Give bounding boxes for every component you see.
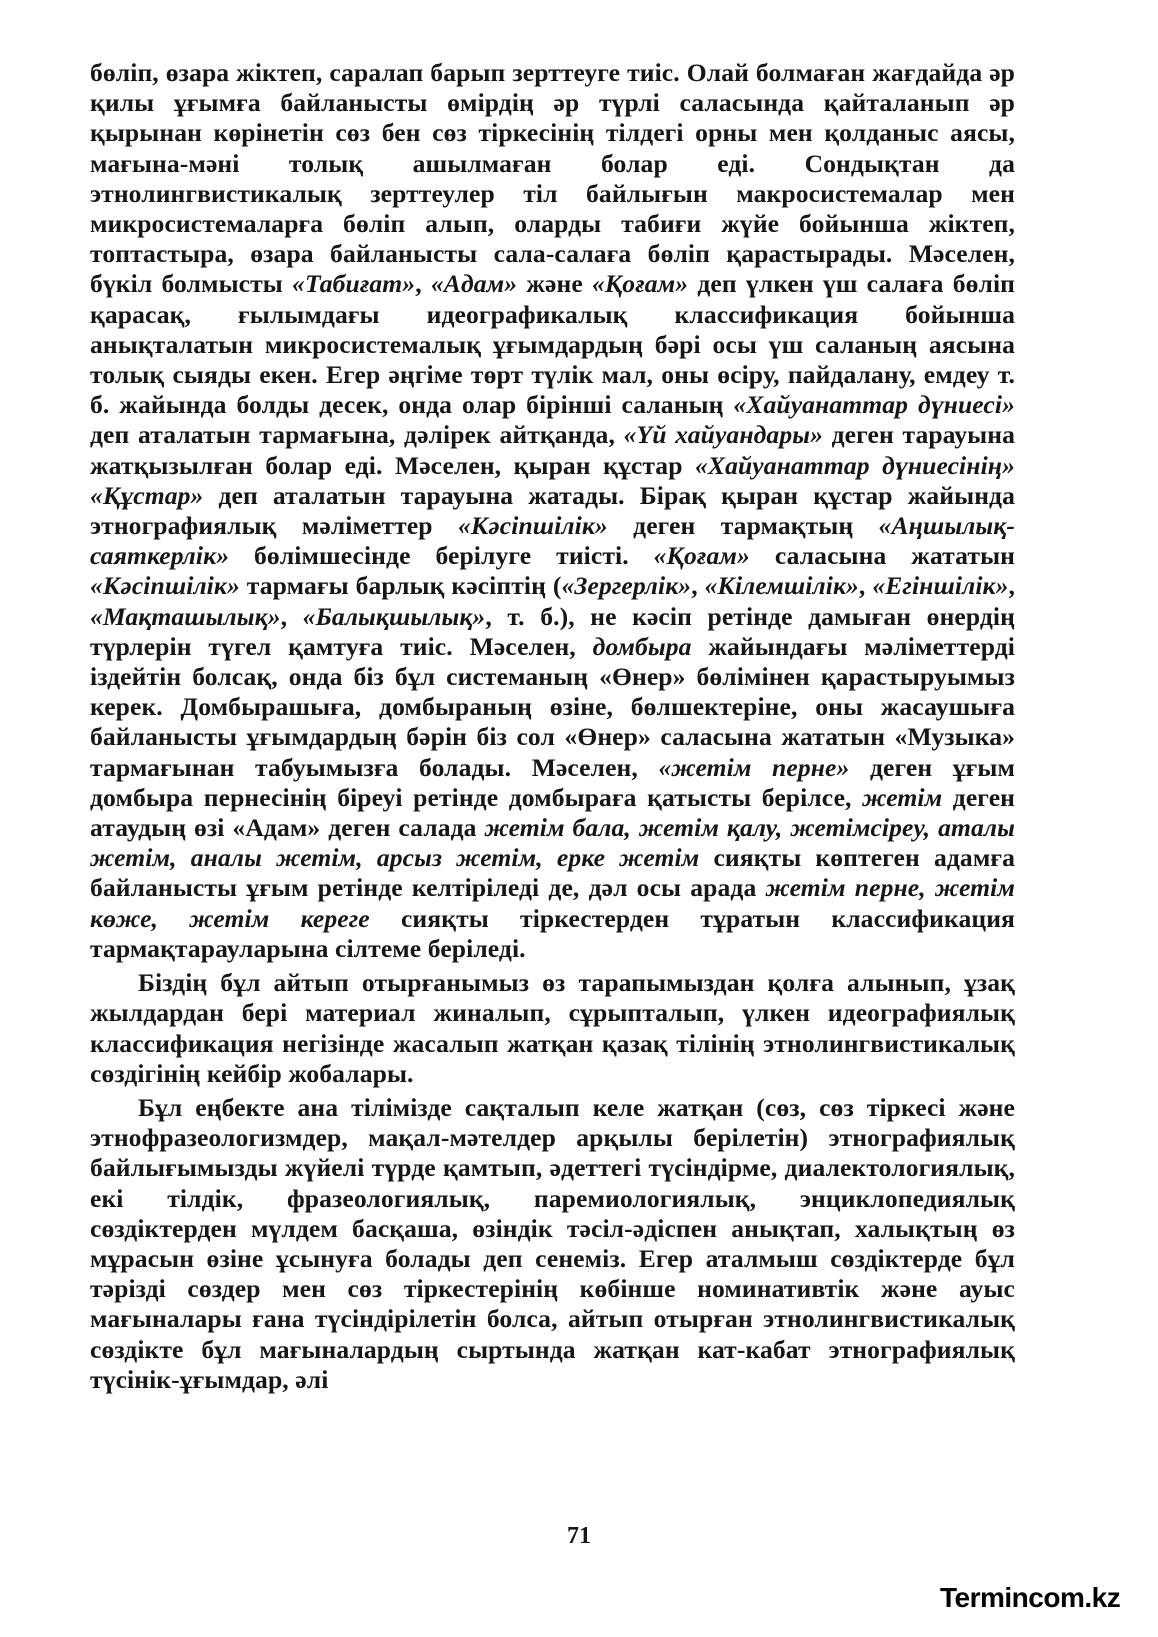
text-run: саласына жататын xyxy=(749,541,1015,571)
text-run: деп үлкен үш салаға бөліп қарасақ, ғылымдағы идеографикалық классификация бойынша анықталатын микросистемалық ұғымдардың бәрі осы үш саланың аясына толық сыяды екен. Егер әңгіме төрт түлік мал, оны өсіру, пайдалану, емдеу т. б. жайында болды десек, онда олар бірінші саланың xyxy=(90,269,1016,420)
text-run: сияқты тіркестерден тұратын классификация тармақтарауларына сілтеме беріледі. xyxy=(90,903,1015,963)
text-run: жайындағы мәліметтерді іздейтін болсақ, онда біз бұл системаның «Өнер» бөлімінен қарастыруымыз керек. Домбырашыға, домбыраның өзіне, бөлшектеріне, оны жасаушыға байланысты ұғымдардың бәрін біз сол «Өнер» саласына жататын «Музыка» тармағынан табуымызға болады. Мәселен, xyxy=(90,631,1015,782)
page-body xyxy=(90,58,1015,1395)
text-run: деп аталатын тарауына жатады. Бірақ қыран құстар жайында этнографиялық мәліметтер xyxy=(90,480,1015,541)
text-run: деген атаудың өзі «Адам» деген салада xyxy=(90,782,1015,843)
italic-term: жетім xyxy=(862,782,943,812)
text-run: , xyxy=(415,269,431,299)
text-run: , xyxy=(858,571,873,601)
italic-term: «Аңшылық-саяткерлік» xyxy=(90,511,1015,571)
italic-term: «Егіншілік» xyxy=(872,571,1009,601)
text-run: , xyxy=(280,601,303,631)
text-run: Біздің бұл айтып отырғанымыз өз тарапымыздан қолға алынып, ұзақ жылдардан бері материал жиналып, сұрыпталып, үлкен идеографиялық классификация негізінде жасалып жатқан қазақ тілінің этнолингвистикалық сөздігінің кейбір жобалары. xyxy=(90,968,1015,1088)
italic-term: жетім бала, жетім қалу, жетімсіреу, аталы жетім, аналы жетім, арсыз жетім, ерке жетім xyxy=(90,813,1016,873)
italic-term: «Қоғам» xyxy=(591,269,689,299)
text-run: тармағы барлық кәсіптің ( xyxy=(239,571,562,601)
italic-term: «Кәсіпшілік» xyxy=(90,571,240,601)
text-run: , т. б.), не кәсіп ретінде дамыған өнердің түрлерін түгел қамтуға тиіс. Мәселен, xyxy=(90,601,1015,661)
italic-term: «Құстар» xyxy=(90,480,204,510)
text-run: Бұл еңбекте ана тілімізде сақталып келе жатқан (сөз, сөз тіркесі және этнофразеологизмдер, мақал-мәтелдер арқылы берілетін) этнографиялық байлығымызды жүйелі түрде қамтып, әдеттегі түсіндірме, диалектологиялық, екі тілдік, фразеологиялық, паремиологиялық, энциклопедиялық сөздіктерден мүлдем басқаша, өзіндік тәсіл-әдіспен анықтап, халықтың өз мұрасын өзіне ұсынуға болады деп сенеміз. Егер аталмыш сөздіктерде бұл тәрізді сөздер мен сөз тіркестерінің көбінше номинативтік және ауыс мағыналары ғана түсіндірілетін болса, айтып отырған этнолингвистикалық сөздікте бұл мағыналардың сыртында жатқан кат-кабат этнографиялық түсінік-ұғымдар, әлі xyxy=(90,1092,1015,1394)
italic-term: «Зергерлік» xyxy=(561,571,692,601)
text-run: деген тарауына жатқызылған болар еді. Мәселен, қыран құстар xyxy=(90,420,1015,480)
watermark-logo xyxy=(940,1582,1140,1622)
text-run: деп аталатын тармағына, дәлірек айтқанда, xyxy=(90,420,624,450)
italic-term: «Хайуанаттар дүниесі» xyxy=(733,390,1015,420)
italic-term: «Хайуанаттар дүниесінің» xyxy=(695,450,1015,480)
text-run: деген тармақтың xyxy=(607,511,879,541)
italic-term: «Мақташылық» xyxy=(90,601,281,631)
text-run: деген ұғым домбыра пернесінің біреуі ретінде домбыраға қатысты берілсе, xyxy=(90,752,1015,812)
italic-term: «жетім перне» xyxy=(658,752,850,782)
text-run: , xyxy=(1008,571,1016,601)
paragraph-3 xyxy=(90,1093,1015,1395)
italic-term: «Балықшылық» xyxy=(302,601,486,631)
italic-term: «Адам» xyxy=(430,269,518,299)
italic-term: жетім перне, жетім көже, жетім кереге xyxy=(90,873,1015,933)
italic-term: «Кілемшілік» xyxy=(704,571,859,601)
italic-term: «Үй хайуандары» xyxy=(623,420,823,450)
text-run: сияқты көптеген адамға байланысты ұғым ретінде келтіріледі де, дәл осы арада xyxy=(90,843,1015,903)
text-run: , xyxy=(691,571,705,601)
text-run: бөлімшесінде берілуге тиісті. xyxy=(229,541,654,571)
italic-term: «Кәсіпшілік» xyxy=(457,511,608,541)
italic-term: «Қоғам» xyxy=(653,541,750,571)
page-number: 71 xyxy=(567,1523,591,1549)
paragraph-1 xyxy=(90,58,1015,964)
italic-term: домбыра xyxy=(592,631,692,661)
italic-term: «Табиғат» xyxy=(292,269,416,299)
watermark-text: Termincom.kz xyxy=(940,1582,1121,1613)
text-run: және xyxy=(517,269,592,299)
text-run: бөліп, өзара жіктеп, саралап барып зерттеуге тиіс. Олай болмаған жағдайда әр қилы ұғымға байланысты өмірдің әр түрлі саласында қайталанып әр қырынан көрінетін сөз бен сөз тіркесінің тілдегі орны мен қолданыс аясы, мағына-мәні толық ашылмаған болар еді. Сондықтан да этнолингвистикалық зерттеулер тіл байлығын макросистемалар мен микросистемаларға бөліп алып, оларды табиғи жүйе бойынша жіктеп, топтастыра, өзара байланысты сала-салаға бөліп қарастырады. Мәселен, бүкіл болмысты xyxy=(90,58,1015,299)
paragraph-2 xyxy=(90,968,1015,1089)
